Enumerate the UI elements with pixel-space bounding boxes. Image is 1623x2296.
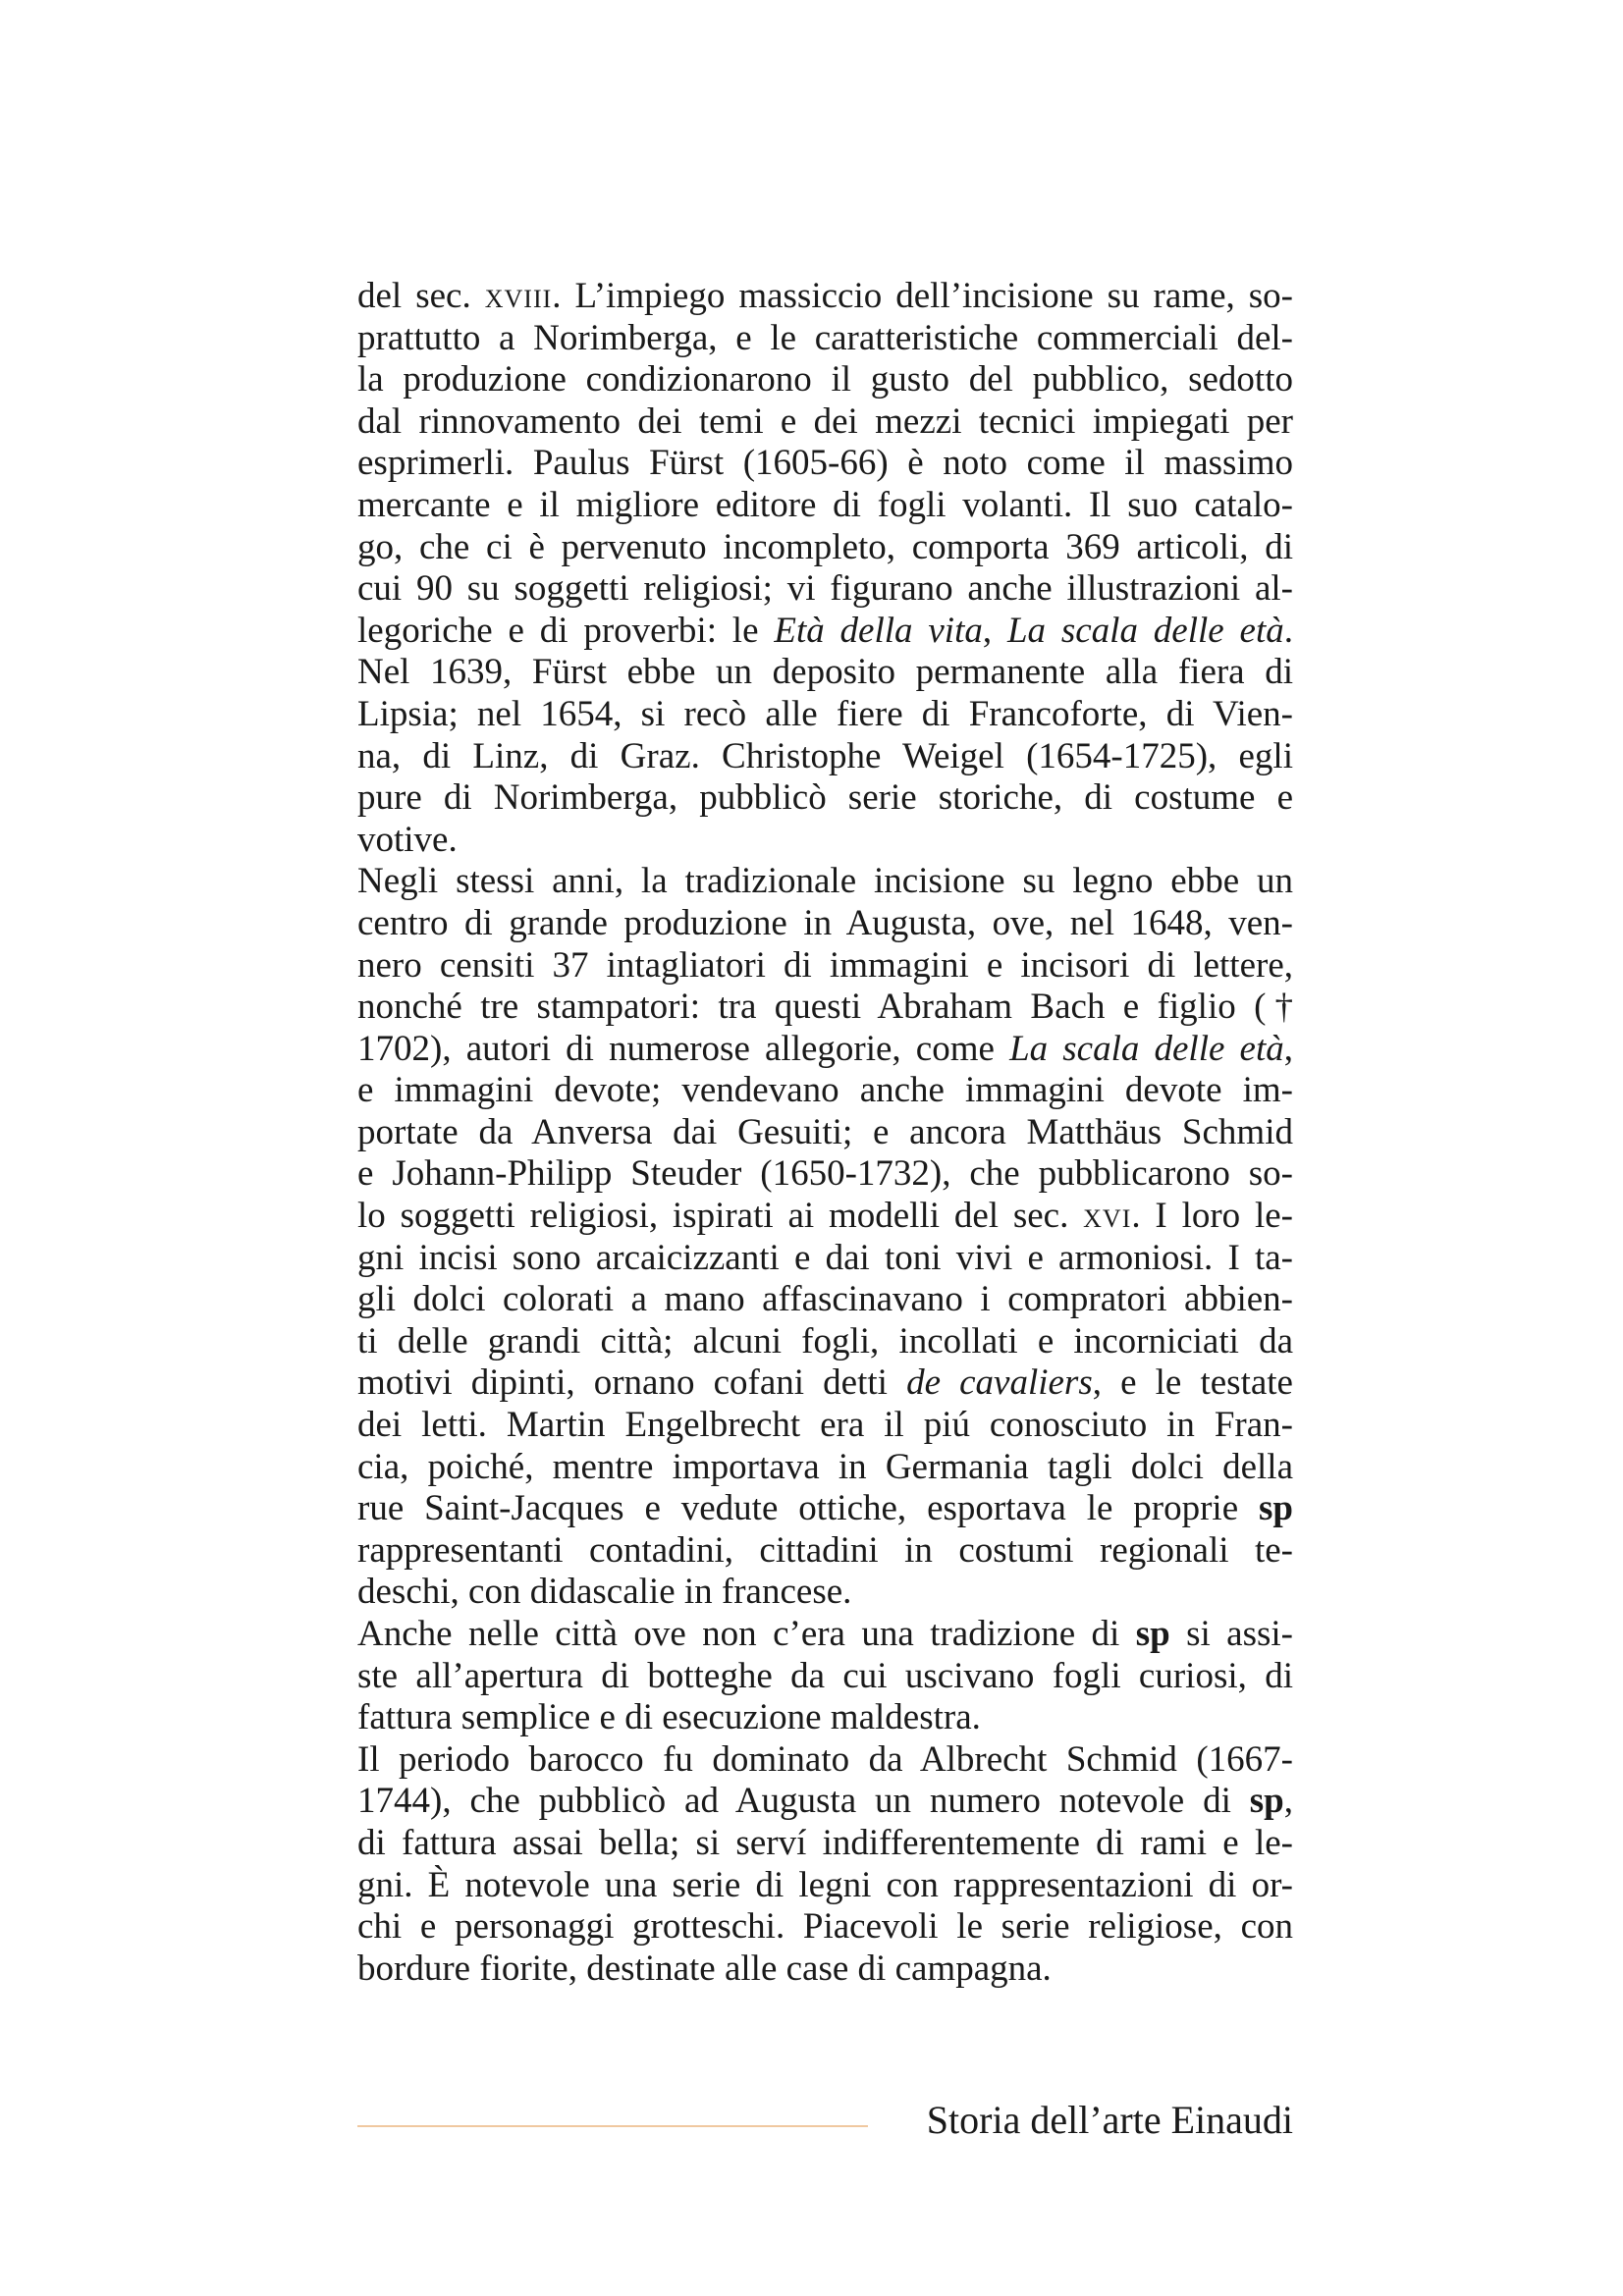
text-segment: fattura semplice e di esecuzione maldestra. <box>357 1697 981 1738</box>
text-line <box>357 359 1293 401</box>
text-line <box>357 1029 1293 1071</box>
text-line <box>357 1447 1293 1489</box>
text-line <box>357 1405 1293 1447</box>
text-segment: pure di Norimberga, pubblicò serie storiche, di costume e <box>357 777 1293 819</box>
text-line <box>357 1823 1293 1865</box>
text-segment: votive. <box>357 819 458 860</box>
text-segment: legoriche e di proverbi: le <box>357 610 775 651</box>
text-segment: prattutto a Norimberga, e le caratteristiche commerciali del- <box>357 317 1293 358</box>
text-segment: si assi- <box>1169 1614 1294 1654</box>
italic-text: Età della vita <box>774 610 983 651</box>
text-segment: esprimerli. Paulus Fürst (1605-66) è noto come il massimo <box>357 443 1293 484</box>
bold-text: sp <box>1135 1614 1170 1654</box>
italic-text: de cavaliers <box>906 1362 1093 1404</box>
text-line <box>357 318 1293 360</box>
text-line <box>357 1739 1293 1782</box>
text-segment: . <box>1283 610 1293 651</box>
text-segment: cui 90 su soggetti religiosi; vi figurano anche illustrazioni al- <box>357 568 1293 610</box>
text-segment: dei letti. Martin Engelbrecht era il piú conosciuto in Fran- <box>357 1405 1293 1446</box>
text-line <box>357 987 1293 1029</box>
text-segment: 1744), che pubblicò ad Augusta un numero notevole di <box>357 1781 1250 1822</box>
text-line <box>357 1656 1293 1698</box>
text-line <box>357 736 1293 778</box>
text-segment: dal rinnovamento dei temi e dei mezzi tecnici impiegati per <box>357 400 1293 442</box>
text-segment: chi e personaggi grotteschi. Piacevoli le serie religiose, con <box>357 1906 1293 1948</box>
text-segment: , <box>1283 1781 1293 1822</box>
text-segment: la produzione condizionarono il gusto del pubblico, sedotto <box>357 359 1293 400</box>
text-segment: di fattura assai bella; si serví indifferentemente di rami e le- <box>357 1822 1293 1863</box>
text-line <box>357 1196 1293 1238</box>
footer-rule <box>357 2125 868 2127</box>
text-segment: centro di grande produzione in Augusta, ove, nel 1648, ven- <box>357 902 1293 943</box>
text-line <box>357 1238 1293 1280</box>
text-line <box>357 1865 1293 1907</box>
text-line <box>357 777 1293 820</box>
text-line <box>357 1070 1293 1112</box>
small-caps-text: xvi <box>1083 1196 1132 1237</box>
text-line <box>357 694 1293 736</box>
text-line <box>357 611 1293 653</box>
text-segment: nonché tre stampatori: tra questi Abraham Bach e figlio († <box>357 987 1293 1028</box>
body-text <box>357 276 1293 1990</box>
text-segment: e immagini devote; vendevano anche immagini devote im- <box>357 1070 1293 1111</box>
text-line <box>357 1572 1293 1614</box>
text-segment: , <box>1283 1028 1293 1069</box>
text-line <box>357 568 1293 611</box>
text-segment: e Johann-Philipp Steuder (1650-1732), che pubblicarono so- <box>357 1153 1293 1195</box>
bold-text: sp <box>1259 1488 1293 1529</box>
text-segment: ste all’apertura di botteghe da cui uscivano fogli curiosi, di <box>357 1655 1293 1696</box>
text-segment: cia, poiché, mentre importava in Germania tagli dolci della <box>357 1446 1293 1487</box>
text-segment: deschi, con didascalie in francese. <box>357 1572 852 1613</box>
bold-text: sp <box>1249 1781 1284 1822</box>
text-segment: Lipsia; nel 1654, si recò alle fiere di Francoforte, di Vien- <box>357 693 1293 734</box>
text-segment: Anche nelle città ove non c’era una tradizione di <box>357 1614 1136 1654</box>
small-caps-text: xviii <box>484 276 553 316</box>
text-line <box>357 1153 1293 1196</box>
text-segment: Il periodo barocco fu dominato da Albrecht Schmid (1667- <box>357 1738 1293 1780</box>
text-segment: ti delle grandi città; alcuni fogli, incollati e incorniciati da <box>357 1320 1293 1362</box>
text-segment: , e le testate <box>1092 1362 1293 1404</box>
text-segment: Negli stessi anni, la tradizionale incisione su legno ebbe un <box>357 861 1293 902</box>
footer-title: Storia dell’arte Einaudi <box>926 2098 1293 2142</box>
text-segment: rue Saint-Jacques e vedute ottiche, esportava le proprie <box>357 1488 1260 1529</box>
text-segment: . L’impiego massiccio dell’incisione su rame, so- <box>552 276 1293 316</box>
text-segment: nero censiti 37 intagliatori di immagini e incisori di lettere, <box>357 944 1293 986</box>
text-line <box>357 1530 1293 1573</box>
italic-text: La scala delle età <box>1009 1028 1284 1069</box>
italic-text: La scala delle età <box>1006 610 1284 651</box>
text-line <box>357 1949 1293 1991</box>
text-line <box>357 652 1293 694</box>
text-segment: . I loro le- <box>1131 1196 1294 1237</box>
text-segment: lo soggetti religiosi, ispirati ai modelli del sec. <box>357 1196 1084 1237</box>
text-segment: go, che ci è pervenuto incompleto, comporta 369 articoli, di <box>357 526 1293 567</box>
text-line <box>357 945 1293 988</box>
text-segment: bordure fiorite, destinate alle case di campagna. <box>357 1948 1052 1989</box>
text-segment: , <box>982 610 1007 651</box>
text-line <box>357 527 1293 569</box>
text-line <box>357 1112 1293 1154</box>
text-segment: gli dolci colorati a mano affascinavano i compratori abbien- <box>357 1279 1293 1320</box>
text-segment: portate da Anversa dai Gesuiti; e ancora Matthäus Schmid <box>357 1111 1293 1152</box>
text-line <box>357 485 1293 527</box>
text-segment: rappresentanti contadini, cittadini in costumi regionali te- <box>357 1529 1293 1571</box>
text-line <box>357 443 1293 485</box>
text-line <box>357 1279 1293 1321</box>
text-line <box>357 1321 1293 1363</box>
text-segment: Nel 1639, Fürst ebbe un deposito permanente alla fiera di <box>357 652 1293 693</box>
text-segment: motivi dipinti, ornano cofani detti <box>357 1362 907 1404</box>
text-segment: gni incisi sono arcaicizzanti e dai toni vivi e armoniosi. I ta- <box>357 1237 1293 1278</box>
text-line <box>357 1781 1293 1823</box>
text-segment: gni. È notevole una serie di legni con rappresentazioni di or- <box>357 1864 1293 1905</box>
text-line <box>357 1488 1293 1530</box>
text-line <box>357 1362 1293 1405</box>
text-line <box>357 820 1293 862</box>
text-segment: 1702), autori di numerose allegorie, come <box>357 1028 1010 1069</box>
text-segment: del sec. <box>357 276 485 316</box>
text-line <box>357 1614 1293 1656</box>
text-line <box>357 401 1293 444</box>
text-segment: mercante e il migliore editore di fogli volanti. Il suo catalo- <box>357 484 1293 525</box>
text-segment: na, di Linz, di Graz. Christophe Weigel (1654-1725), egli <box>357 735 1293 776</box>
text-line <box>357 276 1293 318</box>
text-line <box>357 903 1293 945</box>
text-line <box>357 1906 1293 1949</box>
text-line <box>357 1697 1293 1739</box>
text-line <box>357 861 1293 903</box>
